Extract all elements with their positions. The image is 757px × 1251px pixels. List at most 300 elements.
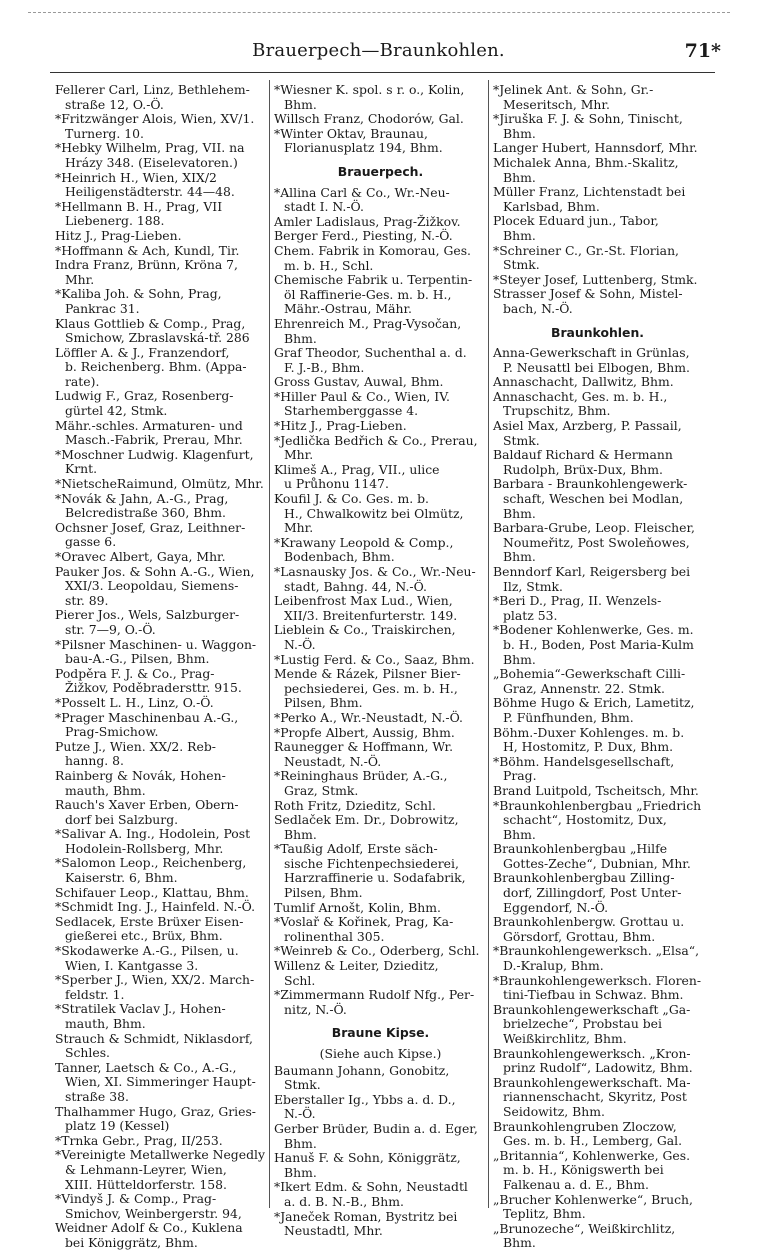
- entry-address-line: mauth, Bhm.: [65, 1016, 146, 1031]
- entry-address-line: Stmk.: [284, 1077, 321, 1093]
- entry-address-line: N.-Ö.: [284, 636, 316, 652]
- directory-entry: [274, 944, 487, 959]
- entry-name-line: *Skodawerke A.-G., Pilsen, u.: [55, 943, 239, 959]
- directory-entry: [274, 127, 487, 156]
- entry-address-line: a. d. B. N.-B., Bhm.: [284, 1193, 404, 1209]
- section-note: (Siehe auch Kipse.): [319, 1046, 442, 1061]
- entry-address-line: Mähr.-Ostrau, Mähr.: [284, 301, 412, 317]
- entry-name-line: *Perko A., Wr.-Neustadt, N.-Ö.: [274, 709, 463, 725]
- entry-address-line: N.-Ö.: [284, 1106, 316, 1122]
- entry-address-line: platz 53.: [503, 607, 558, 623]
- entry-address-line: mauth, Bhm.: [65, 782, 146, 798]
- entry-name-line: „Britannia“, Kohlenwerke, Ges.: [493, 1147, 691, 1163]
- entry-address-line: gürtel 42, Stmk.: [65, 403, 168, 419]
- entry-address-line: Bhm.: [284, 1135, 317, 1151]
- column-2: [274, 83, 487, 1239]
- directory-entry: [274, 434, 487, 463]
- entry-name-line: Braunkohlengewerkschaft. Ma-: [493, 1074, 691, 1090]
- directory-entry: [55, 667, 268, 696]
- entry-name-line: Podpěra F. J. & Co., Prag-: [55, 665, 215, 681]
- directory-entry: [55, 1061, 268, 1105]
- entry-address-line: Neustadtl, Mhr.: [284, 1223, 383, 1239]
- entry-address-line: Mhr.: [284, 520, 314, 536]
- entry-name-line: Hitz J., Prag-Lieben.: [55, 227, 182, 243]
- directory-entry: [493, 448, 702, 477]
- directory-entry: [55, 419, 268, 448]
- entry-address-line: XXI/3. Leopoldau, Siemens-: [65, 578, 239, 594]
- entry-name-line: *Novák & Jahn, A.-G., Prag,: [55, 490, 229, 506]
- directory-entry: [493, 1222, 702, 1251]
- directory-entry: [493, 141, 702, 156]
- entry-address-line: Schles.: [65, 1045, 111, 1061]
- entry-name-line: *Allina Carl & Co., Wr.-Neu-: [274, 184, 450, 200]
- entry-address-line: Bhm.: [503, 505, 536, 521]
- directory-entry: [274, 112, 487, 127]
- header-rule: [50, 72, 715, 73]
- directory-entry: [274, 653, 487, 668]
- directory-entry: [493, 755, 702, 784]
- directory-entry: [274, 565, 487, 594]
- directory-entry: [274, 83, 487, 112]
- entry-name-line: *Fritzwänger Alois, Wien, XV/1.: [55, 111, 255, 127]
- entry-address-line: Masch.-Fabrik, Prerau, Mhr.: [65, 432, 243, 448]
- entry-name-line: Barbara-Grube, Leop. Fleischer,: [493, 520, 695, 536]
- entry-address-line: Neustadt, N.-Ö.: [284, 753, 382, 769]
- entry-name-line: Klaus Gottlieb & Comp., Prag,: [55, 315, 246, 331]
- directory-entry: [55, 798, 268, 827]
- directory-entry: [55, 229, 268, 244]
- entry-name-line: *Krawany Leopold & Comp.,: [274, 534, 454, 550]
- directory-entry: [55, 1192, 268, 1221]
- entry-address-line: Bhm.: [284, 330, 317, 346]
- entry-address-line: Belcredistraße 360, Bhm.: [65, 505, 226, 521]
- entry-name-line: *Trnka Gebr., Prag, II/253.: [55, 1132, 223, 1148]
- directory-entry: [493, 842, 702, 871]
- entry-address-line: Smichow, Zbraslavská-tř. 286: [65, 330, 250, 346]
- directory-entry: [493, 1076, 702, 1120]
- entry-address-line: Bhm.: [503, 651, 536, 667]
- entry-name-line: Mende & Rázek, Pilsner Bier-: [274, 666, 461, 682]
- directory-entry: [274, 623, 487, 652]
- directory-entry: [55, 389, 268, 418]
- entry-name-line: *Stratilek Vaclav J., Hohen-: [55, 1001, 226, 1017]
- entry-name-line: Böhm.-Duxer Kohlenges. m. b.: [493, 724, 685, 740]
- directory-entry: [55, 638, 268, 667]
- entry-name-line: Braunkohlengruben Zloczow,: [493, 1118, 677, 1134]
- entry-name-line: *Oravec Albert, Gaya, Mhr.: [55, 549, 226, 564]
- entry-name-line: Rainberg & Novák, Hohen-: [55, 767, 226, 783]
- entry-name-line: Berger Ferd., Piesting, N.-Ö.: [274, 228, 453, 244]
- entry-address-line: Eggendorf, N.-Ö.: [503, 899, 609, 915]
- entry-name-line: *Wiesner K. spol. s r. o., Kolin,: [274, 82, 465, 97]
- entry-address-line: P. Neusattl bei Elbogen, Bhm.: [503, 359, 690, 375]
- column-3: [493, 83, 702, 1251]
- directory-entry: [55, 827, 268, 856]
- entry-address-line: schacht“, Hostomitz, Dux, Bhm.: [503, 812, 667, 842]
- entry-address-line: Bhm.: [284, 1164, 317, 1180]
- directory-entry: [55, 696, 268, 711]
- directory-entry: [274, 244, 487, 273]
- directory-entry: [493, 346, 702, 375]
- entry-name-line: *Voslař & Kořinek, Prag, Ka-: [274, 914, 454, 930]
- entry-name-line: *Moschner Ludwig. Klagenfurt,: [55, 446, 254, 462]
- entry-name-line: Strauch & Schmidt, Niklasdorf,: [55, 1030, 253, 1046]
- entry-name-line: Michalek Anna, Bhm.-Skalitz,: [493, 154, 679, 170]
- directory-entry: [274, 463, 487, 492]
- directory-entry: [55, 200, 268, 229]
- directory-entry: [55, 448, 268, 477]
- entry-address-line: Schl.: [284, 972, 316, 988]
- entry-name-line: Chemische Fabrik u. Terpentin-: [274, 272, 473, 288]
- directory-entry: [493, 696, 702, 725]
- directory-entry: [274, 1210, 487, 1239]
- entry-address-line: Bodenbach, Bhm.: [284, 549, 395, 565]
- entry-name-line: Pierer Jos., Wels, Salzburger-: [55, 607, 240, 623]
- entry-name-line: Plocek Eduard jun., Tabor,: [493, 213, 659, 229]
- directory-entry: [274, 317, 487, 346]
- entry-address-line: Rudolph, Brüx-Dux, Bhm.: [503, 461, 663, 477]
- directory-entry: [493, 784, 702, 799]
- entry-address-line: prinz Rudolf“, Ladowitz, Bhm.: [503, 1060, 693, 1076]
- directory-entry: [493, 521, 702, 565]
- directory-entry: [274, 1093, 487, 1122]
- directory-entry: [274, 229, 487, 244]
- entry-address-line: riannenschacht, Skyritz, Post: [503, 1089, 687, 1105]
- entry-address-line: Görsdorf, Grottau, Bhm.: [503, 928, 656, 944]
- entry-address-line: hanng. 8.: [65, 753, 124, 769]
- entry-address-line: Bhm.: [503, 125, 536, 141]
- entry-address-line: bei Königgrätz, Bhm.: [65, 1234, 198, 1250]
- entry-name-line: *NietscheRaimund, Olmütz, Mhr.: [55, 476, 264, 492]
- entry-list: [274, 83, 487, 156]
- entry-name-line: *Pilsner Maschinen- u. Waggon-: [55, 636, 257, 652]
- entry-name-line: *Posselt L. H., Linz, O.-Ö.: [55, 694, 214, 710]
- entry-address-line: platz 19 (Kessel): [65, 1118, 170, 1134]
- directory-entry: [274, 536, 487, 565]
- directory-entry: [55, 287, 268, 316]
- entry-name-line: Baldauf Richard & Hermann: [493, 447, 673, 463]
- directory-entry: [55, 171, 268, 200]
- directory-entry: [274, 769, 487, 798]
- entry-name-line: *Jiruška F. J. & Sohn, Tinischt,: [493, 111, 683, 127]
- entry-address-line: Smichov, Weinbergerstr. 94,: [65, 1205, 242, 1221]
- entry-name-line: *Taußig Adolf, Erste säch-: [274, 841, 438, 857]
- entry-name-line: Braunkohlenbergw. Grottau u.: [493, 914, 685, 930]
- directory-entry: [493, 915, 702, 944]
- directory-entry: [55, 900, 268, 915]
- entry-address-line: Harzraffinerie u. Sodafabrik,: [284, 870, 466, 886]
- entry-address-line: stadt, Bahng. 44, N.-Ö.: [284, 578, 427, 594]
- directory-entry: [493, 1149, 702, 1193]
- entry-name-line: „Brunozeche“, Weißkirchlitz,: [493, 1220, 676, 1236]
- entry-address-line: brielzeche“, Probstau bei: [503, 1016, 662, 1032]
- entry-name-line: Weidner Adolf & Co., Kuklena: [55, 1220, 243, 1236]
- entry-name-line: Müller Franz, Lichtenstadt bei: [493, 184, 686, 200]
- directory-entry: [55, 608, 268, 637]
- entry-name-line: *Vereinigte Metallwerke Negedly: [55, 1147, 265, 1163]
- directory-entry: [55, 346, 268, 390]
- entry-name-line: Anna-Gewerkschaft in Grünlas,: [493, 345, 690, 361]
- entry-name-line: Asiel Max, Arzberg, P. Passail,: [493, 418, 682, 434]
- directory-entry: [274, 711, 487, 726]
- directory-entry: [55, 711, 268, 740]
- entry-name-line: *Lasnausky Jos. & Co., Wr.-Neu-: [274, 564, 476, 579]
- entry-name-line: *Böhm. Handelsgesellschaft,: [493, 753, 675, 769]
- entry-address-line: m. b. H., Königswerth bei: [503, 1162, 664, 1178]
- directory-entry: [55, 740, 268, 769]
- entry-address-line: H, Hostomitz, P. Dux, Bhm.: [503, 739, 674, 755]
- entry-address-line: Žižkov, Poděbradersttr. 915.: [65, 680, 242, 696]
- directory-entry: [274, 988, 487, 1017]
- column-divider-2: [488, 80, 489, 1208]
- entry-name-line: *Reininghaus Brüder, A.-G.,: [274, 768, 448, 784]
- entry-name-line: Hanuš F. & Sohn, Königgrätz,: [274, 1150, 461, 1166]
- directory-entry: [274, 1122, 487, 1151]
- entry-name-line: Lieblein & Co., Traiskirchen,: [274, 622, 456, 638]
- directory-entry: [493, 726, 702, 755]
- directory-entry: [274, 390, 487, 419]
- entry-name-line: *Winter Oktav, Braunau,: [274, 125, 428, 141]
- entry-name-line: Amler Ladislaus, Prag-Žižkov.: [274, 213, 461, 229]
- directory-entry: [55, 915, 268, 944]
- entry-name-line: Leibenfrost Max Lud., Wien,: [274, 593, 453, 609]
- entry-address-line: Karlsbad, Bhm.: [503, 198, 600, 214]
- entry-name-line: Graf Theodor, Suchenthal a. d.: [274, 345, 467, 361]
- entry-name-line: *Braunkohlengewerksch. Floren-: [493, 972, 702, 988]
- entry-name-line: Ehrenreich M., Prag-Vysočan,: [274, 315, 462, 331]
- entry-name-line: *Jelinek Ant. & Sohn, Gr.-: [493, 82, 654, 97]
- entry-address-line: Seidowitz, Bhm.: [503, 1103, 605, 1119]
- directory-entry: [274, 1151, 487, 1180]
- entry-address-line: Bhm.: [503, 549, 536, 565]
- entry-address-line: Florianusplatz 194, Bhm.: [284, 140, 443, 156]
- directory-entry: [493, 390, 702, 419]
- directory-entry: [274, 901, 487, 916]
- entry-name-line: Ludwig F., Graz, Rosenberg-: [55, 388, 234, 404]
- directory-entry: [493, 287, 702, 316]
- directory-entry: [493, 1003, 702, 1047]
- directory-entry: [55, 141, 268, 170]
- section-heading-braunkohlen: Braunkohlen.: [551, 324, 644, 340]
- entry-list: [493, 346, 702, 1251]
- directory-entry: [55, 856, 268, 885]
- entry-address-line: H., Chwalkowitz bei Olmütz,: [284, 505, 464, 521]
- entry-address-line: bau-A.-G., Pilsen, Bhm.: [65, 651, 210, 667]
- entry-name-line: Tumlif Arnošt, Kolin, Bhm.: [274, 899, 441, 915]
- entry-name-line: Willsch Franz, Chodorów, Gal.: [274, 111, 464, 127]
- directory-entry: [493, 1193, 702, 1222]
- directory-entry: [493, 565, 702, 594]
- entry-address-line: Pilsen, Bhm.: [284, 885, 363, 901]
- entry-address-line: straße 38.: [65, 1088, 129, 1104]
- entry-name-line: *Salivar A. Ing., Hodolein, Post: [55, 826, 251, 842]
- entry-address-line: Krnt.: [65, 461, 98, 477]
- directory-entry: [55, 1134, 268, 1149]
- directory-entry: [274, 667, 487, 711]
- directory-entry: [493, 156, 702, 185]
- entry-address-line: Graz, Stmk.: [284, 782, 359, 798]
- directory-entry: [55, 1105, 268, 1134]
- directory-entry: [274, 375, 487, 390]
- directory-entry: [493, 273, 702, 288]
- top-rule: [28, 12, 730, 14]
- entry-address-line: pechsiederei, Ges. m. b. H.,: [284, 680, 458, 696]
- page-title: Brauerpech—Braunkohlen.: [252, 40, 505, 61]
- entry-name-line: Willenz & Leiter, Dzieditz,: [274, 958, 439, 974]
- directory-entry: [493, 419, 702, 448]
- directory-entry: [55, 550, 268, 565]
- entry-address-line: Bhm.: [284, 826, 317, 842]
- entry-address-line: u Průhonu 1147.: [284, 476, 389, 492]
- entry-address-line: Teplitz, Bhm.: [503, 1206, 586, 1222]
- entry-address-line: Wien, I. Kantgasse 3.: [65, 957, 199, 973]
- entry-name-line: *Hitz J., Prag-Lieben.: [274, 418, 407, 434]
- entry-name-line: *Sperber J., Wien, XX/2. March-: [55, 972, 255, 988]
- directory-entry: [493, 667, 702, 696]
- entry-name-line: Indra Franz, Brünn, Kröna 7,: [55, 257, 238, 273]
- entry-name-line: *Beri D., Prag, II. Wenzels-: [493, 593, 662, 609]
- entry-address-line: Bhm.: [503, 169, 536, 185]
- entry-name-line: Raunegger & Hoffmann, Wr.: [274, 739, 454, 755]
- entry-name-line: *Jedlička Bedřich & Co., Prerau,: [274, 432, 478, 448]
- entry-list: [274, 186, 487, 1018]
- entry-address-line: b. Reichenberg. Bhm. (Appa-: [65, 359, 247, 375]
- directory-entry: [274, 842, 487, 900]
- directory-entry: [55, 944, 268, 973]
- entry-address-line: nitz, N.-Ö.: [284, 1001, 347, 1017]
- entry-address-line: rolinenthal 305.: [284, 928, 385, 944]
- entry-name-line: *Hiller Paul & Co., Wien, IV.: [274, 388, 450, 404]
- directory-entry: [274, 186, 487, 215]
- entry-name-line: *Bodener Kohlenwerke, Ges. m.: [493, 622, 694, 638]
- entry-name-line: *Hellmann B. H., Prag, VII: [55, 198, 223, 214]
- entry-list: [493, 83, 702, 317]
- entry-address-line: feldstr. 1.: [65, 986, 125, 1002]
- entry-name-line: „Brucher Kohlenwerke“, Bruch,: [493, 1191, 693, 1207]
- directory-entry: [493, 1047, 702, 1076]
- entry-address-line: Hodolein-Rollsberg, Mhr.: [65, 840, 224, 856]
- entry-name-line: Braunkohlengewerksch. „Kron-: [493, 1045, 691, 1061]
- directory-entry: [55, 1032, 268, 1061]
- entry-name-line: Barbara - Braunkohlengewerk-: [493, 476, 688, 492]
- directory-entry: [274, 492, 487, 536]
- directory-entry: [274, 740, 487, 769]
- entry-name-line: Thalhammer Hugo, Graz, Gries-: [55, 1103, 256, 1119]
- entry-address-line: Turnerg. 10.: [65, 125, 144, 141]
- entry-name-line: *Salomon Leop., Reichenberg,: [55, 855, 247, 871]
- entry-name-line: Baumann Johann, Gonobitz,: [274, 1062, 450, 1078]
- entry-address-line: Falkenau a. d. E., Bhm.: [503, 1176, 649, 1192]
- directory-entry: [274, 959, 487, 988]
- entry-name-line: Tanner, Laetsch & Co., A.-G.,: [55, 1059, 237, 1075]
- directory-entry: [55, 258, 268, 287]
- directory-entry: [55, 477, 268, 492]
- directory-entry: [55, 317, 268, 346]
- page-header: [0, 40, 757, 68]
- entry-name-line: Annaschacht, Dallwitz, Bhm.: [493, 374, 674, 390]
- directory-entry: [493, 244, 702, 273]
- entry-address-line: Graz, Annenstr. 22. Stmk.: [503, 680, 665, 696]
- entry-address-line: sische Fichtenpechsiederei,: [284, 855, 459, 871]
- entry-name-line: Ochsner Josef, Graz, Leithner-: [55, 519, 246, 535]
- entry-name-line: *Hebky Wilhelm, Prag, VII. na: [55, 140, 245, 156]
- directory-entry: [493, 799, 702, 843]
- entry-address-line: XIII. Hütteldorferstr. 158.: [65, 1176, 227, 1192]
- directory-entry: [493, 594, 702, 623]
- entry-address-line: Ges. m. b. H., Lemberg, Gal.: [503, 1133, 683, 1149]
- entry-list: [55, 83, 268, 1251]
- entry-address-line: tini-Tiefbau in Schwaz. Bhm.: [503, 987, 684, 1003]
- entry-name-line: *Lustig Ferd. & Co., Saaz, Bhm.: [274, 651, 475, 667]
- entry-address-line: Prag-Smichow.: [65, 724, 159, 740]
- directory-entry: [274, 273, 487, 317]
- directory-entry: [493, 375, 702, 390]
- directory-entry: [493, 623, 702, 667]
- directory-entry: [55, 83, 268, 112]
- directory-entry: [274, 346, 487, 375]
- directory-entry: [493, 1120, 702, 1149]
- entry-name-line: *Zimmermann Rudolf Nfg., Per-: [274, 987, 475, 1003]
- entry-name-line: Roth Fritz, Dzieditz, Schl.: [274, 797, 436, 813]
- entry-address-line: XII/3. Breitenfurterstr. 149.: [284, 607, 458, 623]
- entry-name-line: Langer Hubert, Hannsdorf, Mhr.: [493, 140, 698, 156]
- entry-address-line: P. Fünfhunden, Bhm.: [503, 709, 634, 725]
- directory-entry: [55, 1002, 268, 1031]
- entry-address-line: Gottes-Zeche“, Dubnian, Mhr.: [503, 855, 691, 871]
- directory-entry: [274, 799, 487, 814]
- entry-name-line: Rauch's Xaver Erben, Obern-: [55, 797, 239, 813]
- entry-name-line: *Weinreb & Co., Oderberg, Schl.: [274, 943, 480, 959]
- entry-name-line: *Schreiner C., Gr.-St. Florian,: [493, 242, 679, 258]
- entry-address-line: schaft, Weschen bei Modlan,: [503, 491, 684, 507]
- entry-name-line: *Janeček Roman, Bystritz bei: [274, 1208, 458, 1224]
- directory-entry: [274, 1180, 487, 1209]
- entry-address-line: öl Raffinerie-Ges. m. b. H.,: [284, 286, 452, 302]
- directory-entry: [55, 244, 268, 259]
- entry-address-line: dorf bei Salzburg.: [65, 811, 179, 827]
- entry-address-line: Bhm.: [503, 227, 536, 243]
- entry-name-line: Pauker Jos. & Sohn A.-G., Wien,: [55, 563, 255, 579]
- directory-entry: [55, 1221, 268, 1250]
- section-heading-brauerpech: Brauerpech.: [337, 163, 424, 179]
- entry-name-line: Klimeš A., Prag, VII., ulice: [274, 461, 440, 477]
- entry-name-line: Eberstaller Ig., Ybbs a. d. D.,: [274, 1091, 456, 1107]
- entry-name-line: Benndorf Karl, Reigersberg bei: [493, 564, 691, 579]
- entry-name-line: Brand Luitpold, Tscheitsch, Mhr.: [493, 782, 699, 798]
- entry-address-line: Prag.: [503, 768, 537, 784]
- entry-address-line: Stmk.: [503, 432, 540, 448]
- directory-entry: [55, 769, 268, 798]
- entry-name-line: Schifauer Leop., Klattau, Bhm.: [55, 884, 249, 900]
- entry-address-line: & Lehmann-Leyrer, Wien,: [65, 1161, 227, 1177]
- entry-address-line: Wien, XI. Simmeringer Haupt-: [65, 1074, 256, 1090]
- entry-address-line: Meseritsch, Mhr.: [503, 96, 610, 112]
- entry-address-line: str. 89.: [65, 592, 109, 608]
- entry-name-line: *Heinrich H., Wien, XIX/2: [55, 169, 217, 185]
- entry-name-line: Fellerer Carl, Linz, Bethlehem-: [55, 82, 250, 97]
- entry-address-line: stadt I. N.-Ö.: [284, 199, 364, 215]
- entry-name-line: „Bohemia“-Gewerkschaft Cilli-: [493, 666, 686, 682]
- entry-name-line: *Steyer Josef, Luttenberg, Stmk.: [493, 271, 698, 287]
- entry-name-line: Sedlacek, Erste Brüxer Eisen-: [55, 913, 244, 929]
- directory-entry: [493, 83, 702, 112]
- entry-address-line: Mhr.: [284, 447, 314, 463]
- entry-name-line: *Schmidt Ing. J., Hainfeld. N.-Ö.: [55, 899, 256, 915]
- section-heading-braune-kipse: Braune Kipse.: [331, 1025, 430, 1041]
- entry-name-line: Annaschacht, Ges. m. b. H.,: [493, 388, 668, 404]
- directory-entry: [493, 871, 702, 915]
- page-number: 71*: [684, 40, 721, 62]
